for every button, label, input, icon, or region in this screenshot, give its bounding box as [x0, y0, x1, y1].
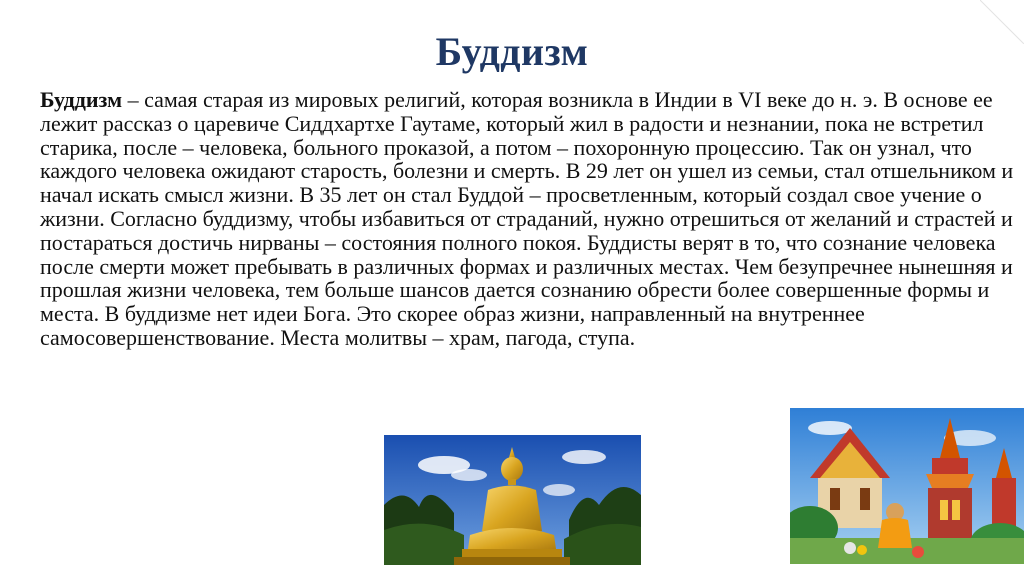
golden-buddha-statue-photo	[384, 435, 641, 565]
body-text	[40, 88, 1015, 350]
term-highlight: Буддизм	[40, 87, 123, 112]
temple-pagoda-photo	[790, 408, 1024, 564]
body-paragraph: – самая старая из мировых религий, которая возникла в Индии в VI веке до н. э. В основе ее лежит рассказ о царевиче Сиддхартхе Гаутаме, который жил в радости и незнании, пока не встретил старика, после – человека, больного проказой, а потом – похоронную процессию. Так он узнал, что каждого человека ожидают старость, болезни и смерть. В 29 лет он ушел из семьи, стал отшельником и начал искать смысл жизни. В 35 лет он стал Буддой – просветленным, который создал свое учение о жизни. Согласно буддизму, чтобы избавиться от страданий, нужно отрешиться от желаний и страстей и постараться достичь нирваны – состояния полного покоя. Буддисты верят в то, что сознание человека после смерти может пребывать в различных формах и различных местах. Чем безупречнее нынешняя и прошлая жизни человека, тем больше шансов дается сознанию обрести более совершенные формы и места. В буддизме нет идеи Бога. Это скорее образ жизни, направленный на внутреннее самосовершенствование. Места молитвы – храм, пагода, ступа.	[40, 87, 1014, 350]
slide-title: Буддизм	[435, 29, 589, 74]
